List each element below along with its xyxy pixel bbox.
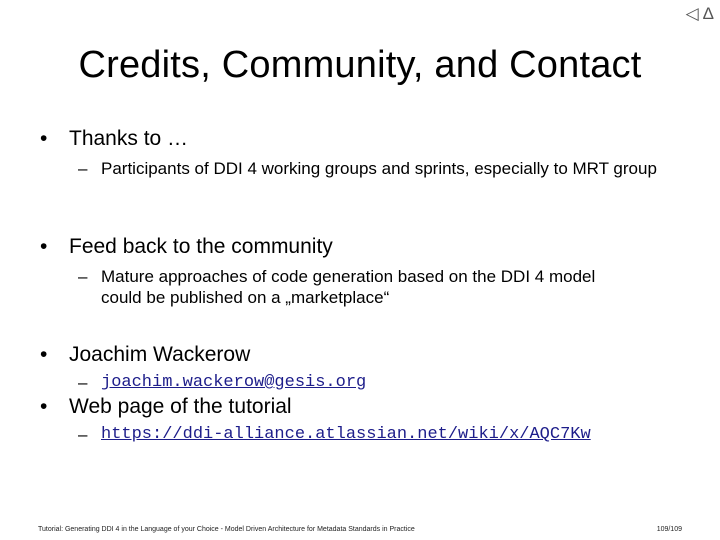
tutorial-url-link[interactable]: https://ddi-alliance.atlassian.net/wiki/x/AQC7Kw — [101, 425, 591, 444]
slide-title: Credits, Community, and Contact — [78, 44, 642, 86]
slide-nav — [686, 4, 714, 24]
previous-slide-icon[interactable]: ◁ — [685, 4, 699, 23]
bullet-dot-icon: • — [40, 343, 48, 366]
dash-icon: – — [78, 267, 88, 286]
bullet-feedback — [40, 235, 333, 259]
bullet-webpage — [40, 395, 292, 419]
sub-bullet-email — [78, 372, 366, 393]
sub-bullet-text: Participants of DDI 4 working groups and sprints, especially to MRT group — [101, 159, 657, 178]
sub-bullet-text: Mature approaches of code generation based on the DDI 4 model could be published on a „marketplace“ — [101, 267, 596, 307]
bullet-dot-icon: • — [40, 395, 48, 418]
bullet-text: Feed back to the community — [69, 235, 333, 258]
bullet-dot-icon: • — [40, 235, 48, 258]
bullet-text: Joachim Wackerow — [69, 343, 251, 366]
bullet-thanks — [40, 127, 188, 151]
bullet-dot-icon: • — [40, 127, 48, 150]
slide-number: 109/109 — [656, 526, 682, 533]
dash-icon: – — [78, 159, 88, 178]
bullet-text: Thanks to … — [69, 127, 189, 150]
bullet-contact-name — [40, 343, 250, 367]
bullet-text: Web page of the tutorial — [69, 395, 292, 418]
footer-caption: Tutorial: Generating DDI 4 in the Language of your Choice - Model Driven Architecture for Metadata Standards in Practice — [38, 526, 415, 533]
dash-icon: – — [78, 425, 88, 444]
sub-bullet-marketplace — [78, 266, 638, 308]
next-slide-icon[interactable]: Δ — [702, 4, 714, 23]
sub-bullet-participants — [78, 158, 678, 179]
email-link[interactable]: joachim.wackerow@gesis.org — [101, 373, 367, 392]
sub-bullet-url — [78, 424, 591, 445]
dash-icon: – — [78, 373, 88, 392]
